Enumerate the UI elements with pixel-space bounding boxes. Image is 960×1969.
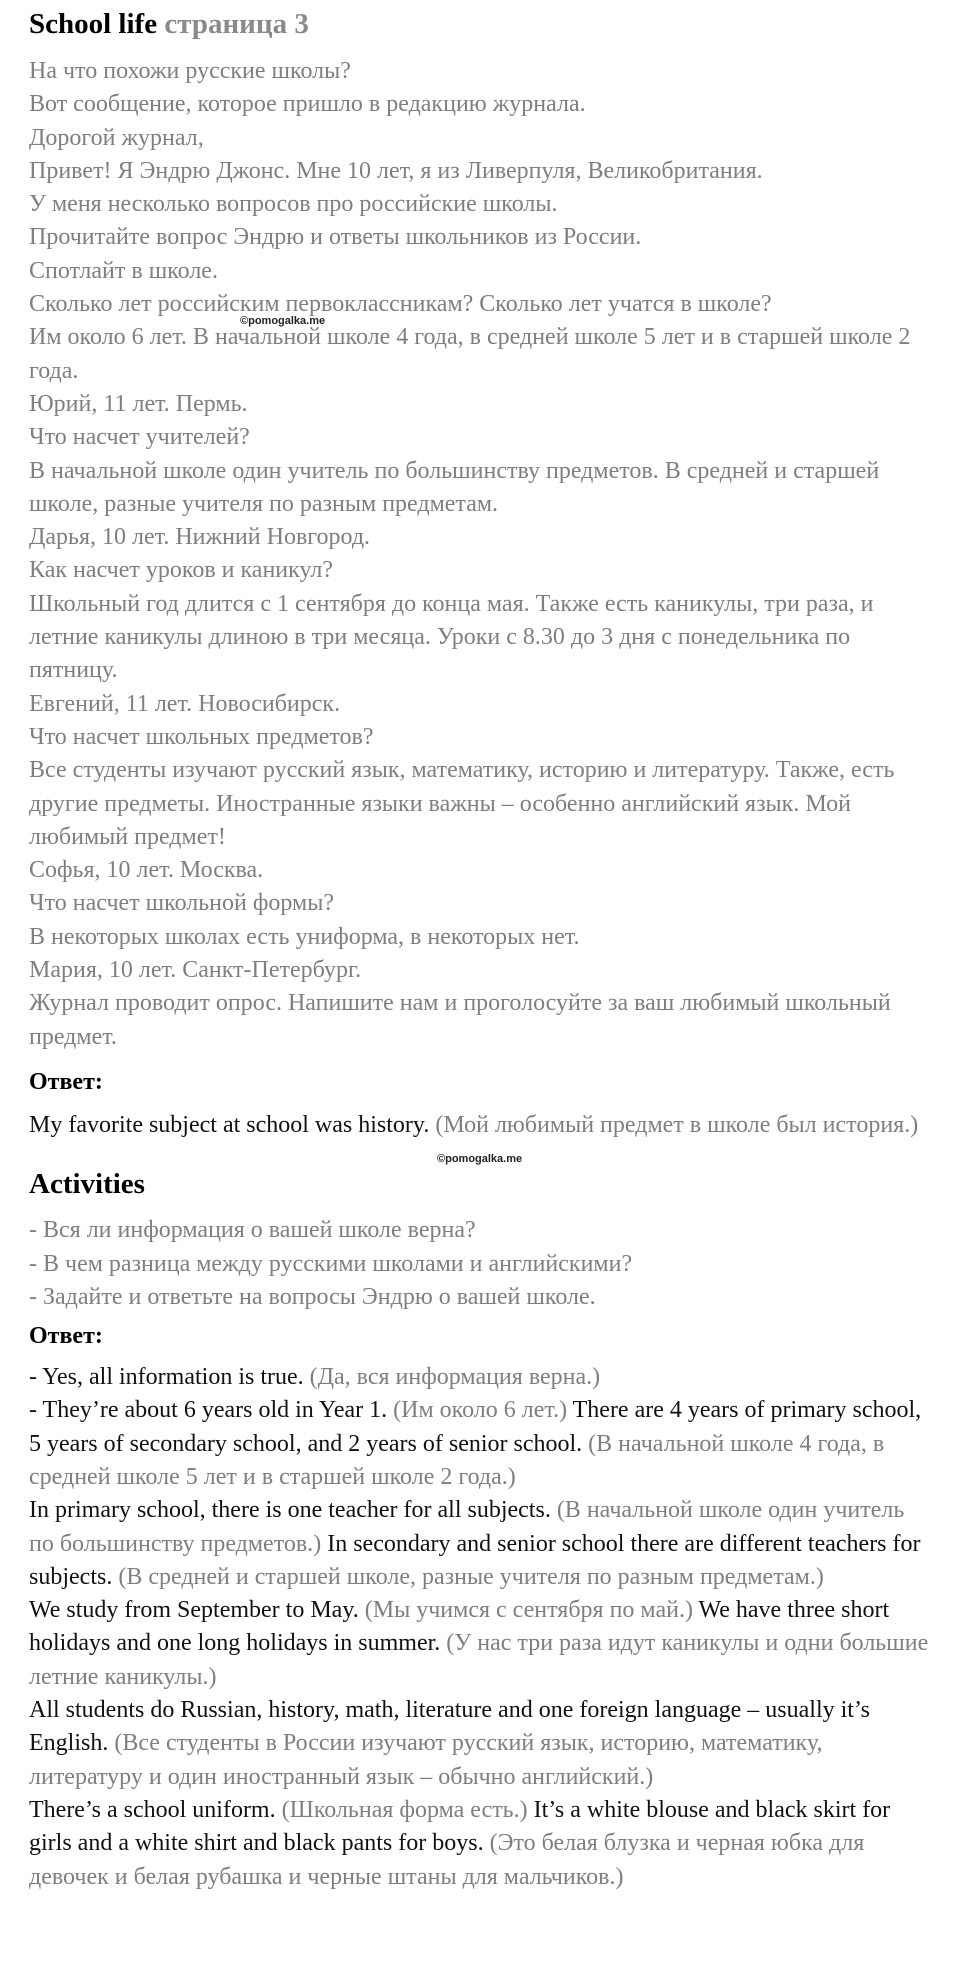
english-sentence: There’s a school uniform. bbox=[29, 1796, 282, 1823]
activities-title: Activities bbox=[29, 1168, 145, 1201]
answer-2-paragraph bbox=[29, 1394, 929, 1494]
text-paragraph: Сколько лет российским первоклассникам? Сколько лет учатся в школе? bbox=[29, 291, 772, 318]
english-sentence: In secondary and senior school there are different teachers for subjects. bbox=[29, 1530, 921, 1590]
russian-translation: (В средней и старшей школе, разные учителя по разным предметам.) bbox=[118, 1563, 824, 1590]
russian-translation: (Все студенты в России изучают русский язык, историю, математику, литературу и один иностранный язык – обычно английский.) bbox=[29, 1730, 823, 1790]
russian-translation: (Им около 6 лет.) bbox=[393, 1397, 573, 1424]
text-paragraph: Что насчет школьных предметов? bbox=[29, 723, 374, 750]
text-paragraph: Мария, 10 лет. Санкт-Петербург. bbox=[29, 957, 362, 984]
page-title bbox=[29, 4, 929, 44]
russian-translation: (Это белая блузка и черная юбка для девочек и белая рубашка и черные штаны для мальчиков.) bbox=[29, 1830, 865, 1890]
russian-translation: (Да, вся информация верна.) bbox=[309, 1364, 601, 1391]
english-sentence: In primary school, there is one teacher for all subjects. bbox=[29, 1497, 557, 1524]
answer-1-russian: (Мой любимый предмет в школе был история.) bbox=[435, 1111, 919, 1138]
russian-translation: (В начальной школе один учитель по большинству предметов.) bbox=[29, 1497, 905, 1557]
page-title-subtitle: страница 3 bbox=[164, 8, 309, 40]
text-paragraph: Как насчет уроков и каникул? bbox=[29, 557, 334, 584]
answer-2-paragraph bbox=[29, 1694, 929, 1794]
text-paragraph: Дарья, 10 лет. Нижний Новгород. bbox=[29, 524, 371, 551]
text-paragraph: Все студенты изучают русский язык, математику, историю и литературу. Также, есть другие предметы. Иностранные языки важны – особенно английский язык. Мой любимый предмет! bbox=[29, 757, 895, 850]
russian-translation: (В начальной школе 4 года, в средней школе 5 лет и в старшей школе 2 года.) bbox=[29, 1430, 885, 1490]
answer-1-english: My favorite subject at school was history. bbox=[29, 1111, 430, 1138]
russian-translation: (У нас три раза идут каникулы и одни большие летние каникулы.) bbox=[29, 1630, 929, 1690]
document-page bbox=[29, 4, 929, 1894]
text-paragraph: Евгений, 11 лет. Новосибирск. bbox=[29, 690, 341, 717]
answer-2-paragraph bbox=[29, 1361, 929, 1394]
answer-label-2: Ответ: bbox=[29, 1323, 103, 1350]
answer-1-text bbox=[29, 1109, 929, 1142]
text-paragraph: Дорогой журнал, bbox=[29, 124, 204, 151]
text-paragraph: Спотлайт в школе. bbox=[29, 257, 218, 284]
english-sentence: It’s a white blouse and black skirt for girls and a white shirt and black pants for boys. bbox=[29, 1796, 891, 1857]
text-paragraph: Журнал проводит опрос. Напишите нам и проголосуйте за ваш любимый школьный предмет. bbox=[29, 990, 891, 1050]
answer-2-paragraph bbox=[29, 1594, 929, 1694]
english-sentence: - They’re about 6 years old in Year 1. bbox=[29, 1397, 394, 1424]
answer-2-paragraph bbox=[29, 1794, 929, 1894]
english-sentence: We study from September to May. bbox=[29, 1597, 365, 1624]
english-sentence: All students do Russian, history, math, literature and one foreign language – usually it’s English. bbox=[29, 1697, 870, 1757]
text-paragraph: Софья, 10 лет. Москва. bbox=[29, 857, 264, 884]
answer-2-text bbox=[29, 1361, 929, 1894]
activity-item: - В чем разница между русскими школами и английскими? bbox=[29, 1250, 633, 1277]
watermark-2: ©pomogalka.me bbox=[437, 1153, 523, 1165]
english-sentence: - Yes, all information is true. bbox=[29, 1364, 310, 1391]
activities-list bbox=[29, 1214, 929, 1314]
answer-2-paragraph bbox=[29, 1494, 929, 1594]
activity-item: - Вся ли информация о вашей школе верна? bbox=[29, 1217, 476, 1244]
page-title-main: School life bbox=[29, 8, 158, 40]
english-sentence: There are 4 years of primary school, 5 years of secondary school, and 2 years of senior school. bbox=[29, 1397, 922, 1457]
russian-translation: (Мы учимся с сентября по май.) bbox=[364, 1597, 699, 1624]
watermark-1: ©pomogalka.me bbox=[240, 315, 326, 327]
russian-translation: (Школьная форма есть.) bbox=[281, 1796, 534, 1823]
text-paragraph: В начальной школе один учитель по большинству предметов. В средней и старшей школе, разные учителя по разным предметам. bbox=[29, 457, 880, 517]
text-paragraph: Что насчет учителей? bbox=[29, 424, 250, 451]
text-paragraph: Вот сообщение, которое пришло в редакцию журнала. bbox=[29, 91, 586, 118]
text-paragraph: Привет! Я Эндрю Джонс. Мне 10 лет, я из Ливерпуля, Великобритания. bbox=[29, 157, 763, 184]
reading-text bbox=[29, 55, 929, 1054]
text-paragraph: На что похожи русские школы? bbox=[29, 58, 351, 84]
text-paragraph: Юрий, 11 лет. Пермь. bbox=[29, 390, 248, 417]
english-sentence: We have three short holidays and one long holidays in summer. bbox=[29, 1597, 890, 1657]
text-paragraph: Школьный год длится с 1 сентября до конца мая. Также есть каникулы, три раза, и летние каникулы длиною в три месяца. Уроки с 8.30 до 3 дня с понедельника по пятницу. bbox=[29, 590, 874, 684]
text-paragraph: Прочитайте вопрос Эндрю и ответы школьников из России. bbox=[29, 224, 642, 251]
answer-label-1: Ответ: bbox=[29, 1068, 103, 1095]
text-paragraph: У меня несколько вопросов про российские школы. bbox=[29, 191, 558, 218]
text-paragraph: Им около 6 лет. В начальной школе 4 года, в средней школе 5 лет и в старшей школе 2 года. bbox=[29, 324, 911, 384]
text-paragraph: В некоторых школах есть униформа, в некоторых нет. bbox=[29, 923, 580, 950]
text-paragraph: Что насчет школьной формы? bbox=[29, 890, 335, 917]
activity-item: - Задайте и ответьте на вопросы Эндрю о вашей школе. bbox=[29, 1283, 596, 1310]
